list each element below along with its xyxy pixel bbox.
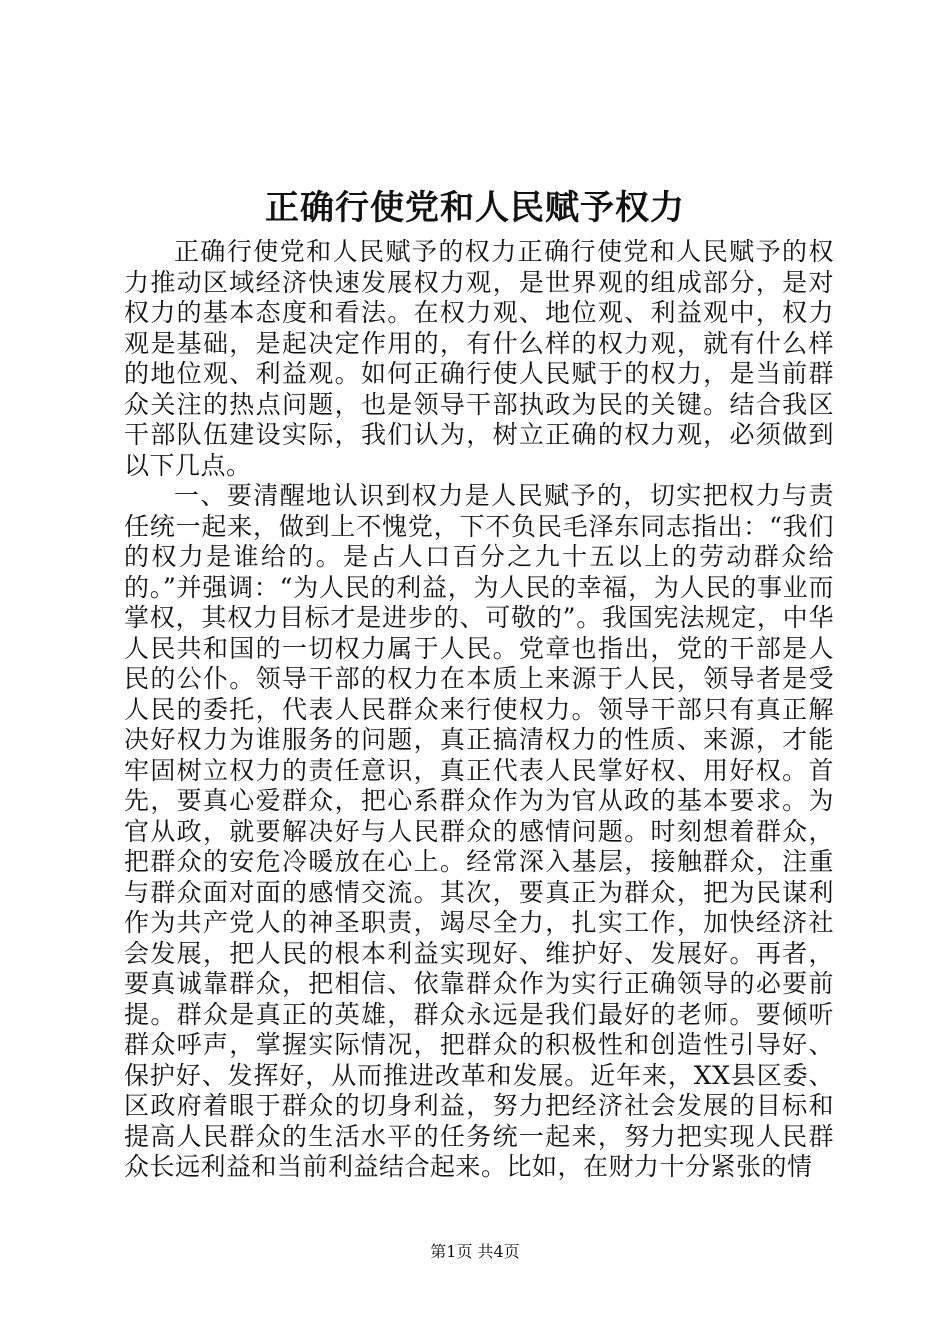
document-body — [124, 237, 834, 1183]
document-title: 正确行使党和人民赋予权力 — [265, 188, 685, 228]
paragraph-section-one: 一、要清醒地认识到权力是人民赋予的，切实把权力与责任统一起来，做到上不愧党，下不负民毛泽东同志指出：“我们的权力是谁给的。是占人口百分之九十五以上的劳动群众给的。”并强调：“为人民的利益，为人民的幸福，为人民的事业而掌权，其权力目标才是进步的、可敬的”。我国宪法规定，中华人民共和国的一切权力属于人民。党章也指出，党的干部是人民的公仆。领导干部的权力在本质上来源于人民，领导者是受人民的委托，代表人民群众来行使权力。领导干部只有真正解决好权力为谁服务的问题，真正搞清权力的性质、来源，才能牢固树立权力的责任意识，真正代表人民掌好权、用好权。首先，要真心爱群众，把心系群众作为为官从政的基本要求。为官从政，就要解决好与人民群众的感情问题。时刻想着群众，把群众的安危冷暖放在心上。经常深入基层，接触群众，注重与群众面对面的感情交流。其次，要真正为群众，把为民谋利作为共产党人的神圣职责，竭尽全力，扎实工作，加快经济社会发展，把人民的根本利益实现好、维护好、发展好。再者，要真诚靠群众，把相信、依靠群众作为实行正确领导的必要前提。群众是真正的英雄，群众永远是我们最好的老师。要倾听群众呼声，掌握实际情况，把群众的积极性和创造性引导好、保护好、发挥好，从而推进改革和发展。近年来，XX县区委、区政府着眼于群众的切身利益，努力把经济社会发展的目标和提高人民群众的生活水平的任务统一起来，努力把实现人民群众长远利益和当前利益结合起来。比如，在财力十分紧张的情 — [124, 481, 834, 1181]
page-footer: 第1页 共4页 — [430, 1242, 520, 1261]
paragraph-intro: 正确行使党和人民赋予的权力正确行使党和人民赋予的权力推动区域经济快速发展权力观，是世界观的组成部分，是对权力的基本态度和看法。在权力观、地位观、利益观中，权力观是基础，是起决定作用的，有什么样的权力观，就有什么样的地位观、利益观。如何正确行使人民赋于的权力，是当前群众关注的热点问题，也是领导干部执政为民的关键。结合我区干部队伍建设实际，我们认为，树立正确的权力观，必须做到以下几点。 — [124, 237, 834, 480]
